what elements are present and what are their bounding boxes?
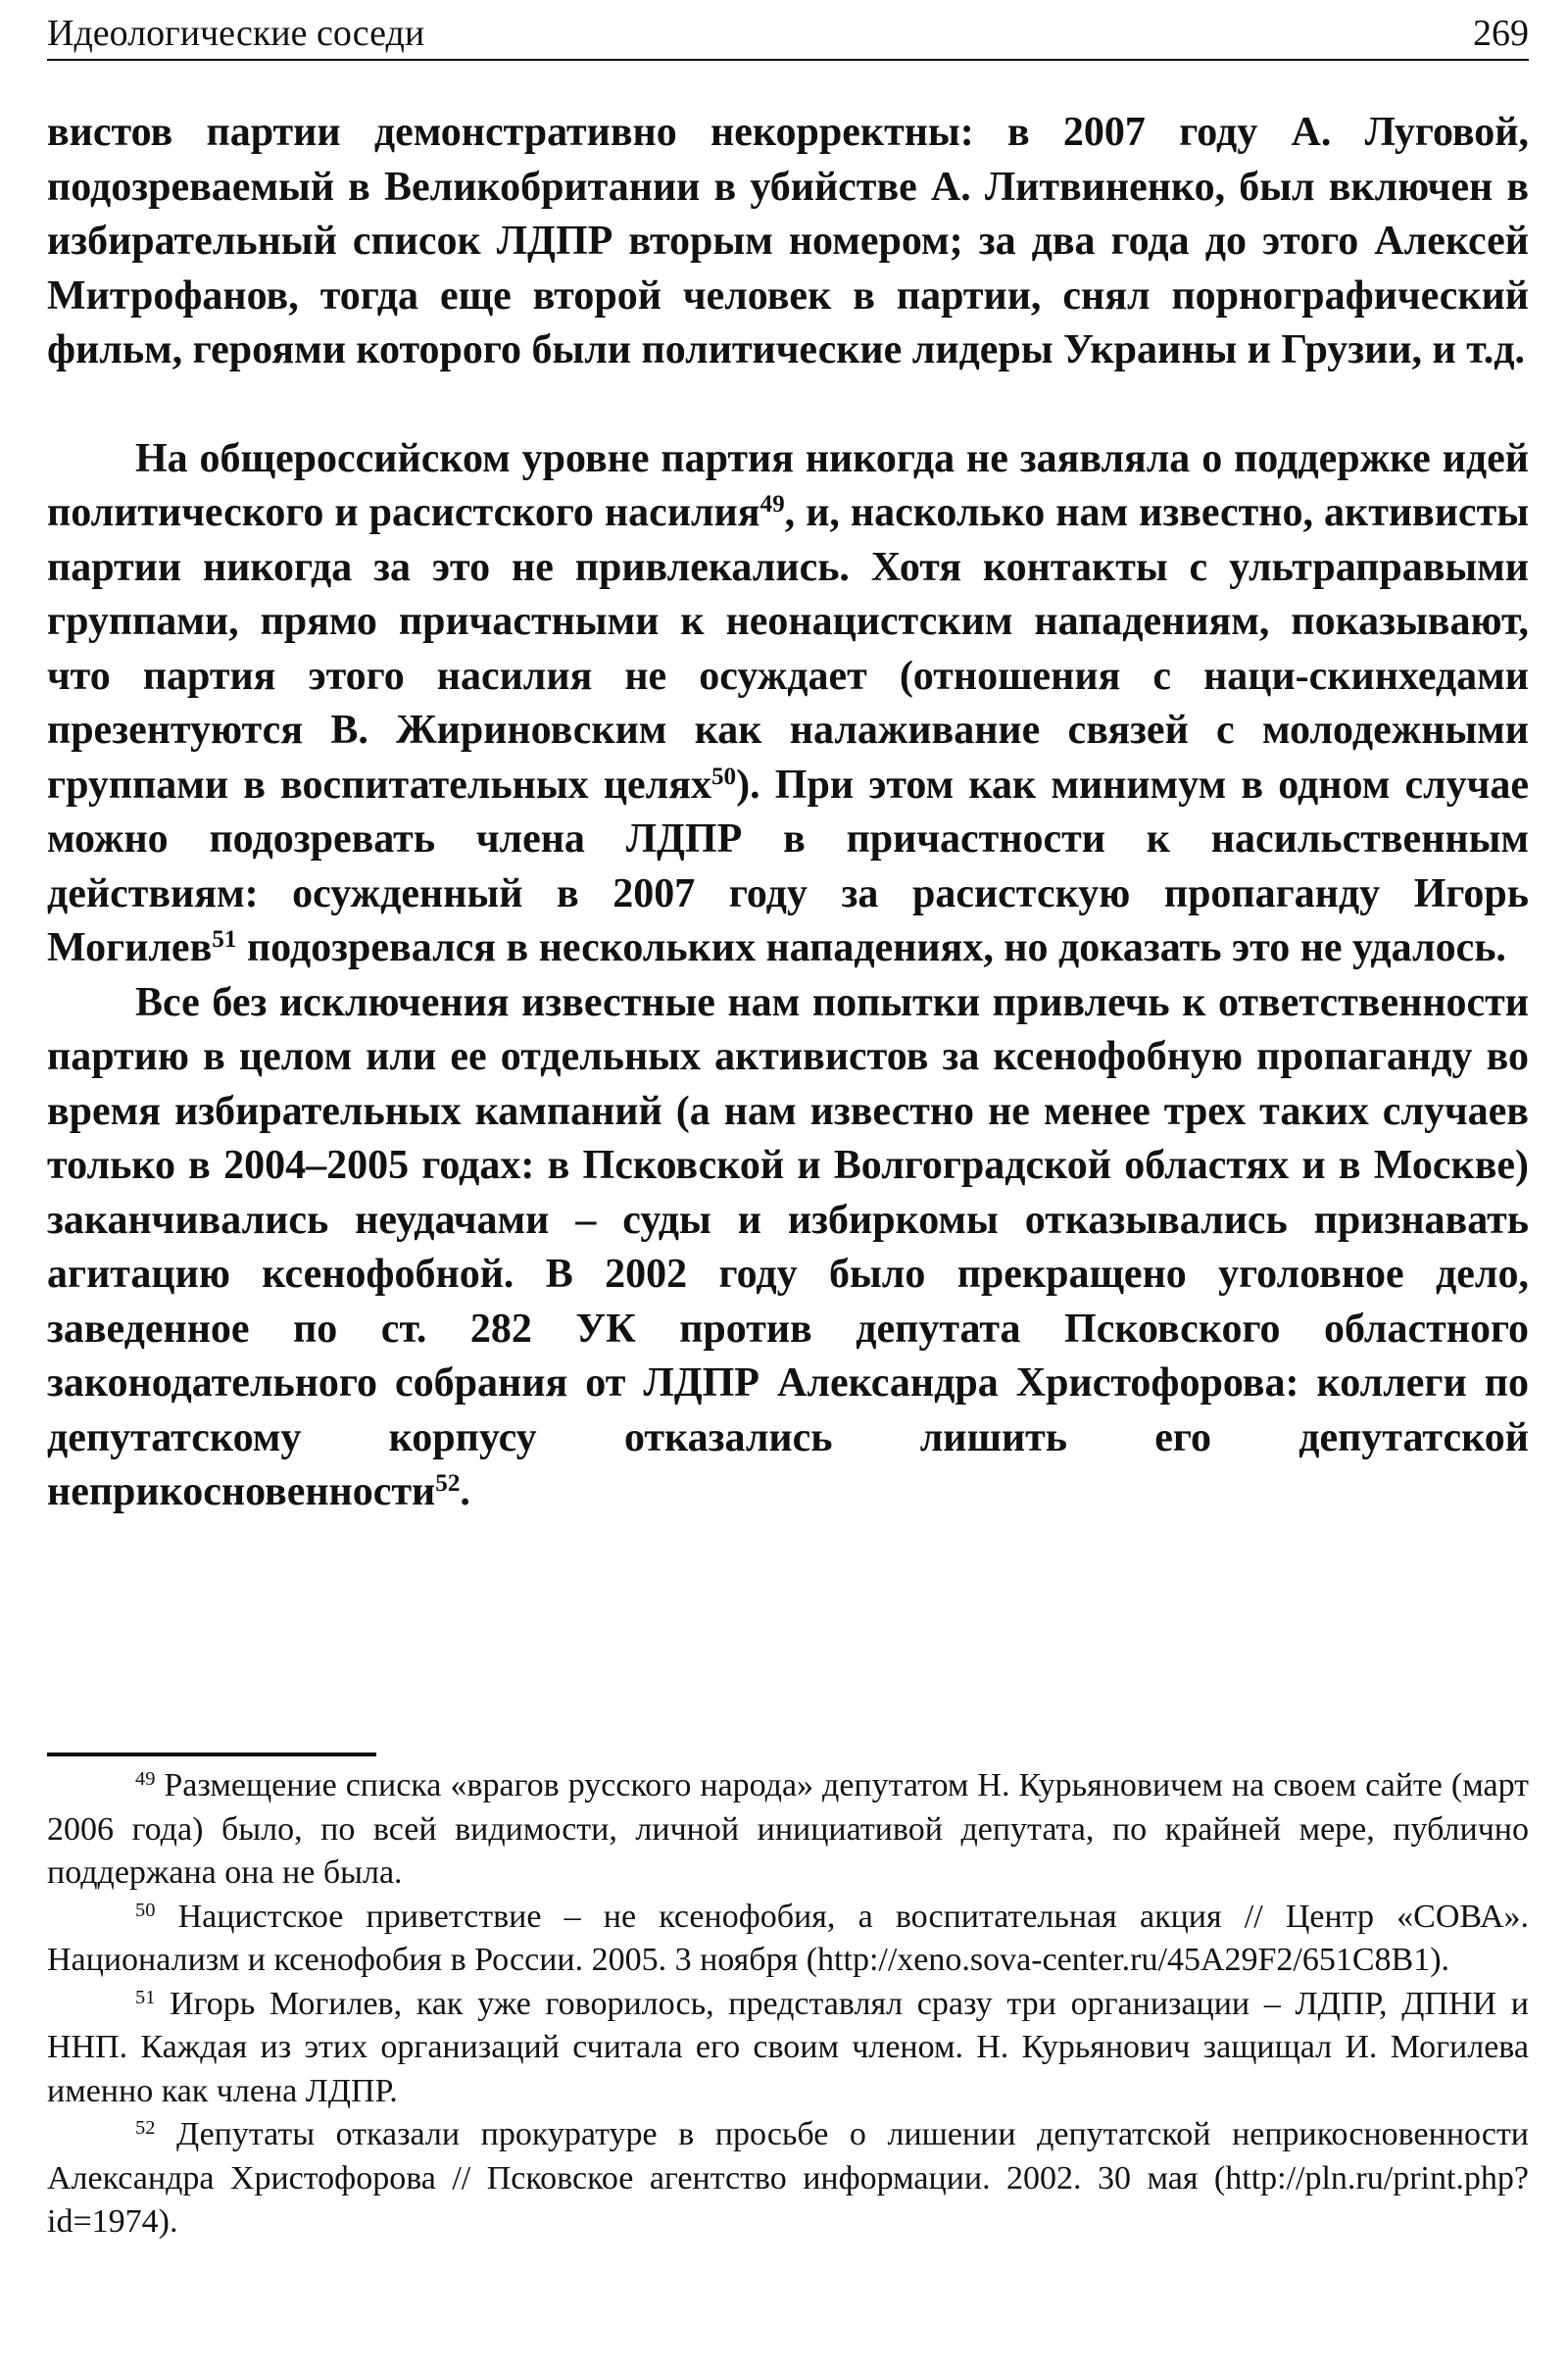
paragraph-text: Все без исключения известные нам попытки привлечь к ответственности партию в целом или ее отдельных активистов за ксенофобную пропаганду во время избирательных кампаний (а нам известно не менее трех таких случаев только в 2004–2005 годах: в Псковской и Волгоградской областях и в Москве) заканчивались неудачами – суды и избиркомы отказывались признавать агитацию ксенофобной. В 2002 году было прекращено уголовное дело, заведенное по ст. 282 УК против депутата Псковского областного законодательного собрания от ЛДПР Александра Христофорова: коллеги по депутатскому корпусу отказались лишить его депутатской неприкосновенности <box>47 979 1529 1514</box>
paragraph-text: ). При этом как минимум в одном случае можно подозревать члена ЛДПР в причастности к насильственным действиям: осужденный в 2007 году за расистскую пропаганду Игорь Могилев <box>47 762 1530 970</box>
footnote <box>47 1764 1529 1896</box>
footnote <box>47 1896 1529 1983</box>
running-header <box>47 8 1529 61</box>
footnote-separator <box>47 1753 376 1756</box>
page-number: 269 <box>1473 13 1529 54</box>
footnote <box>47 1983 1529 2114</box>
paragraph-text: На общероссийском уровне партия никогда не заявляла о поддержке идей политического и расистского насилия <box>47 435 1529 535</box>
footnote-number: 51 <box>135 1986 156 2008</box>
footnote-number: 52 <box>135 2116 156 2139</box>
main-text <box>47 106 1529 1520</box>
paragraph-continued <box>47 106 1529 378</box>
paragraph-text: вистов партии демонстративно некорректны: в 2007 году А. Луговой, подозреваемый в Великобритании в убийстве А. Литвиненко, был включен в избирательный список ЛДПР вторым номером; за два года до этого Алексей Митрофанов, тогда еще второй человек в партии, снял порнографический фильм, героями которого были политические лидеры Украины и Грузии, и т.д. <box>47 110 1529 372</box>
footnote-ref-51[interactable]: 51 <box>212 926 237 954</box>
footnote-ref-50[interactable]: 50 <box>710 763 737 790</box>
footnotes <box>47 1764 1529 2245</box>
footnote-number: 49 <box>135 1767 156 1790</box>
running-title: Идеологические соседи <box>47 13 425 54</box>
footnote-number: 50 <box>135 1899 156 1921</box>
footnote-ref-52[interactable]: 52 <box>435 1470 461 1498</box>
paragraph-text: подозревался в нескольких нападениях, но доказать это не удалось. <box>236 925 1506 970</box>
footnote <box>47 2113 1529 2245</box>
paragraph-text: , и, насколько нам известно, активисты партии никогда за это не привлекались. Хотя контакты с ультраправыми группами, прямо причастными к неонацистским нападениям, показывают, что партия этого насилия не осуждает (отношения с наци-скинхедами презентуются В. Жириновским как налаживание связей с молодежными группами в воспитательных целях <box>47 490 1529 808</box>
paragraph <box>47 432 1529 976</box>
footnote-text: Депутаты отказали прокуратуре в просьбе о лишении депутатской неприкосновенности Александра Христофорова // Псковское агентство информации. 2002. 30 мая (http://pln.ru/print.php?id=1974). <box>47 2116 1529 2240</box>
footnote-ref-49[interactable]: 49 <box>760 491 785 518</box>
footnote-text: Нацистское приветствие – не ксенофобия, а воспитательная акция // Центр «СОВА». Национализм и ксенофобия в России. 2005. 3 ноября (http://xeno.sova-center.ru/45A29F2/651C8B1). <box>47 1898 1529 1978</box>
paragraph <box>47 976 1529 1520</box>
book-page <box>47 0 1529 2370</box>
footnote-text: Игорь Могилев, как уже говорилось, представлял сразу три организации – ЛДПР, ДПНИ и ННП. Каждая из этих организаций считала его своим членом. Н. Курьянович защищал И. Могилева именно как члена ЛДПР. <box>47 1985 1529 2109</box>
footnote-text: Размещение списка «врагов русского народа» депутатом Н. Курьяновичем на своем сайте (март 2006 года) было, по всей видимости, личной инициативой депутата, по крайней мере, публично поддержана она не была. <box>47 1767 1529 1891</box>
paragraph-text: . <box>460 1469 470 1514</box>
